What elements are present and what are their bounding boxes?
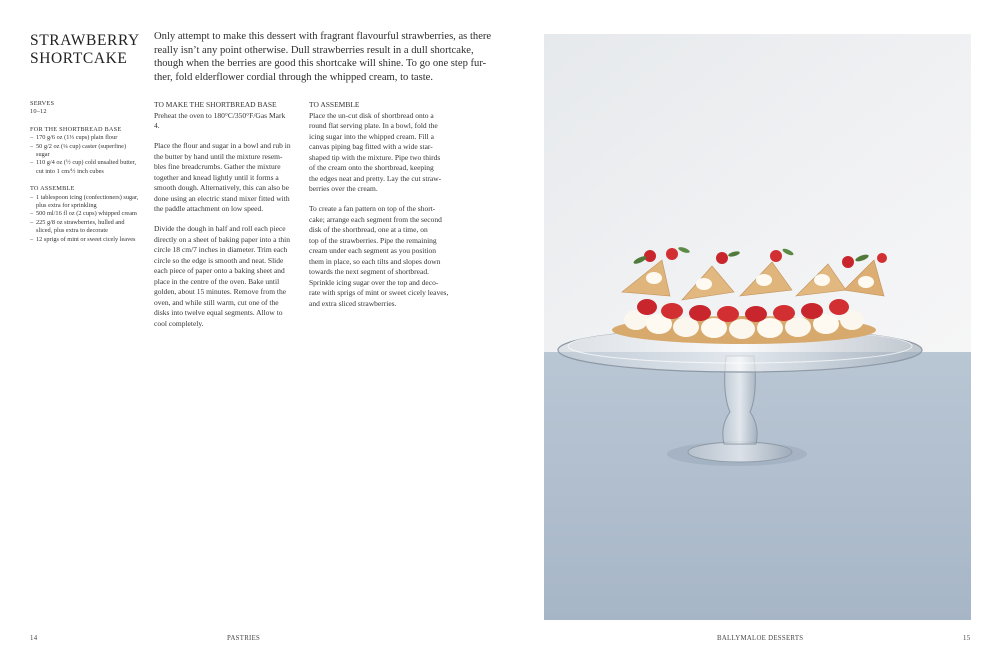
method-line: Sprinkle icing sugar over the top and deco- xyxy=(309,277,439,287)
base-ingredients-heading: FOR THE SHORTBREAD BASE xyxy=(30,125,122,133)
method-line: Divide the dough in half and roll each piece xyxy=(154,224,286,233)
dessert-photo xyxy=(544,34,971,620)
ingredient-item xyxy=(30,143,148,160)
method-paragraph xyxy=(309,111,461,195)
method-line: shaped tip with the mixture. Pipe two thirds xyxy=(309,152,441,162)
serves-value: 10–12 xyxy=(30,108,47,116)
base-ingredients-list xyxy=(30,134,148,176)
method-line: golden, about 15 minutes. Remove from the xyxy=(154,287,287,296)
recipe-title-line: STRAWBERRY xyxy=(30,32,140,49)
method-line: disk of the shortbread, one at a time, on xyxy=(309,225,428,234)
ingredient-line: plus extra for sprinkling xyxy=(36,202,97,210)
method-line: Place the flour and sugar in a bowl and rub in xyxy=(154,141,291,150)
method-paragraph xyxy=(309,204,461,309)
method-line: done using an electric stand mixer fitted with xyxy=(154,193,290,203)
method-line: cream under each segment as you position xyxy=(309,246,437,255)
recipe-title xyxy=(30,32,150,68)
method-line: directly on a sheet of baking paper into a thin xyxy=(154,234,290,244)
intro-line: Only attempt to make this dessert with fragrant flavourful strawberries, as there xyxy=(154,31,492,42)
method-line: rate with sprigs of mint or sweet cicely leaves, xyxy=(309,288,449,297)
ingredient-line: – 500 ml/16 fl oz (2 cups) whipped cream xyxy=(36,210,137,218)
method-line: disks into twelve equal segments. Allow to xyxy=(154,308,283,317)
method-line: cool completely. xyxy=(154,318,204,328)
method-base-heading: TO MAKE THE SHORTBREAD BASE xyxy=(154,100,277,109)
recipe-intro xyxy=(154,30,492,84)
ingredient-line: – 225 g/8 oz strawberries, hulled and xyxy=(36,218,125,226)
method-line: circle 18 cm/7 inches in diameter. Trim each xyxy=(154,245,288,254)
intro-line: though when the berries are good this shortcake will shine. To go one step fur- xyxy=(154,58,487,70)
method-line: canvas piping bag fitted with a wide star- xyxy=(309,142,433,151)
cake-stand-base xyxy=(688,442,792,462)
method-line: place in the centre of the oven. Bake until xyxy=(154,276,280,286)
ingredient-line: – 110 g/4 oz (½ cup) cold unsalted butter, xyxy=(36,159,137,167)
method-line: the paddle attachment on low speed. xyxy=(154,204,264,213)
ingredient-item xyxy=(30,236,148,244)
method-line: top of the strawberries. Pipe the remaining xyxy=(309,235,437,245)
method-line: Place the un-cut disk of shortbread onto a xyxy=(309,110,434,120)
method-line: together and knead lightly until it forms a xyxy=(154,172,279,182)
ingredient-item xyxy=(30,210,148,218)
ingredient-line: – 50 g/2 oz (¼ cup) caster (superfine) xyxy=(36,142,127,150)
method-line: round flat serving plate. In a bowl, fold the xyxy=(309,121,438,130)
recipe-title-line: SHORTCAKE xyxy=(30,50,128,67)
assemble-ingredients-list xyxy=(30,194,148,244)
method-line: smooth dough. Alternatively, this can also be xyxy=(154,183,289,192)
serves-label: SERVES xyxy=(30,100,55,107)
method-line: 4. xyxy=(154,121,160,130)
ingredients-sidebar xyxy=(30,100,148,244)
ingredient-line: cut into 1 cm/½ inch cubes xyxy=(36,167,104,175)
method-line: Preheat the oven to 180°C/350°F/Gas Mark xyxy=(154,110,286,120)
method-line: towards the next segment of shortbread. xyxy=(309,267,429,276)
method-line: circle so the edge is smooth and neat. Slide xyxy=(154,255,284,265)
left-page-number: 14 xyxy=(30,635,38,642)
method-line: of the cream onto the shortbread, keeping xyxy=(309,163,434,172)
assemble-ingredients-heading: TO ASSEMBLE xyxy=(30,185,75,193)
method-assemble-heading: TO ASSEMBLE xyxy=(309,100,360,109)
ingredient-line: – 12 sprigs of mint or sweet cicely leaves xyxy=(36,235,136,243)
method-line: and extra sliced strawberries. xyxy=(309,298,397,308)
ingredient-item xyxy=(30,134,148,142)
tablecloth xyxy=(544,352,971,620)
method-line: cake; arrange each segment from the second xyxy=(309,214,442,224)
method-line: bles fine breadcrumbs. Gather the mixture xyxy=(154,162,281,171)
method-paragraph xyxy=(154,224,304,329)
book-title: BALLYMALOE DESSERTS xyxy=(717,635,804,642)
method-assemble-column xyxy=(309,100,461,319)
method-line: them in place, so each tilts and slopes down xyxy=(309,256,441,266)
ingredient-line: – 170 g/6 oz (1⅓ cups) plain flour xyxy=(36,134,118,142)
ingredient-line: – 1 tablespoon icing (confectioners) sugar, xyxy=(36,193,139,201)
intro-line: ther, fold elderflower cordial through the whipped cream, to taste. xyxy=(154,71,434,83)
ingredient-item xyxy=(30,219,148,236)
method-base-column xyxy=(154,100,304,339)
right-page-number: 15 xyxy=(963,635,971,642)
method-line: the butter by hand until the mixture resem- xyxy=(154,151,283,161)
ingredient-item xyxy=(30,194,148,211)
method-paragraph xyxy=(154,141,304,215)
method-line: each piece of paper onto a baking sheet and xyxy=(154,266,285,275)
method-line: berries over the cream. xyxy=(309,184,378,193)
method-paragraph xyxy=(154,111,304,132)
intro-line: really isn’t any point otherwise. Dull strawberries result in a dull shortcake, xyxy=(154,44,474,56)
ingredient-line: sliced, plus extra to decorate xyxy=(36,227,108,235)
method-line: To create a fan pattern on top of the short- xyxy=(309,204,436,213)
section-name: PASTRIES xyxy=(227,635,261,642)
strawberry-shortcake-illustration xyxy=(544,34,971,620)
method-line: the edges neat and pretty. Lay the cut straw- xyxy=(309,173,442,183)
method-line: oven, and while still warm, cut one of the xyxy=(154,297,279,307)
method-line: icing sugar into the whipped cream. Fill a xyxy=(309,131,434,141)
ingredient-item xyxy=(30,159,148,176)
ingredient-line: sugar xyxy=(36,151,50,159)
